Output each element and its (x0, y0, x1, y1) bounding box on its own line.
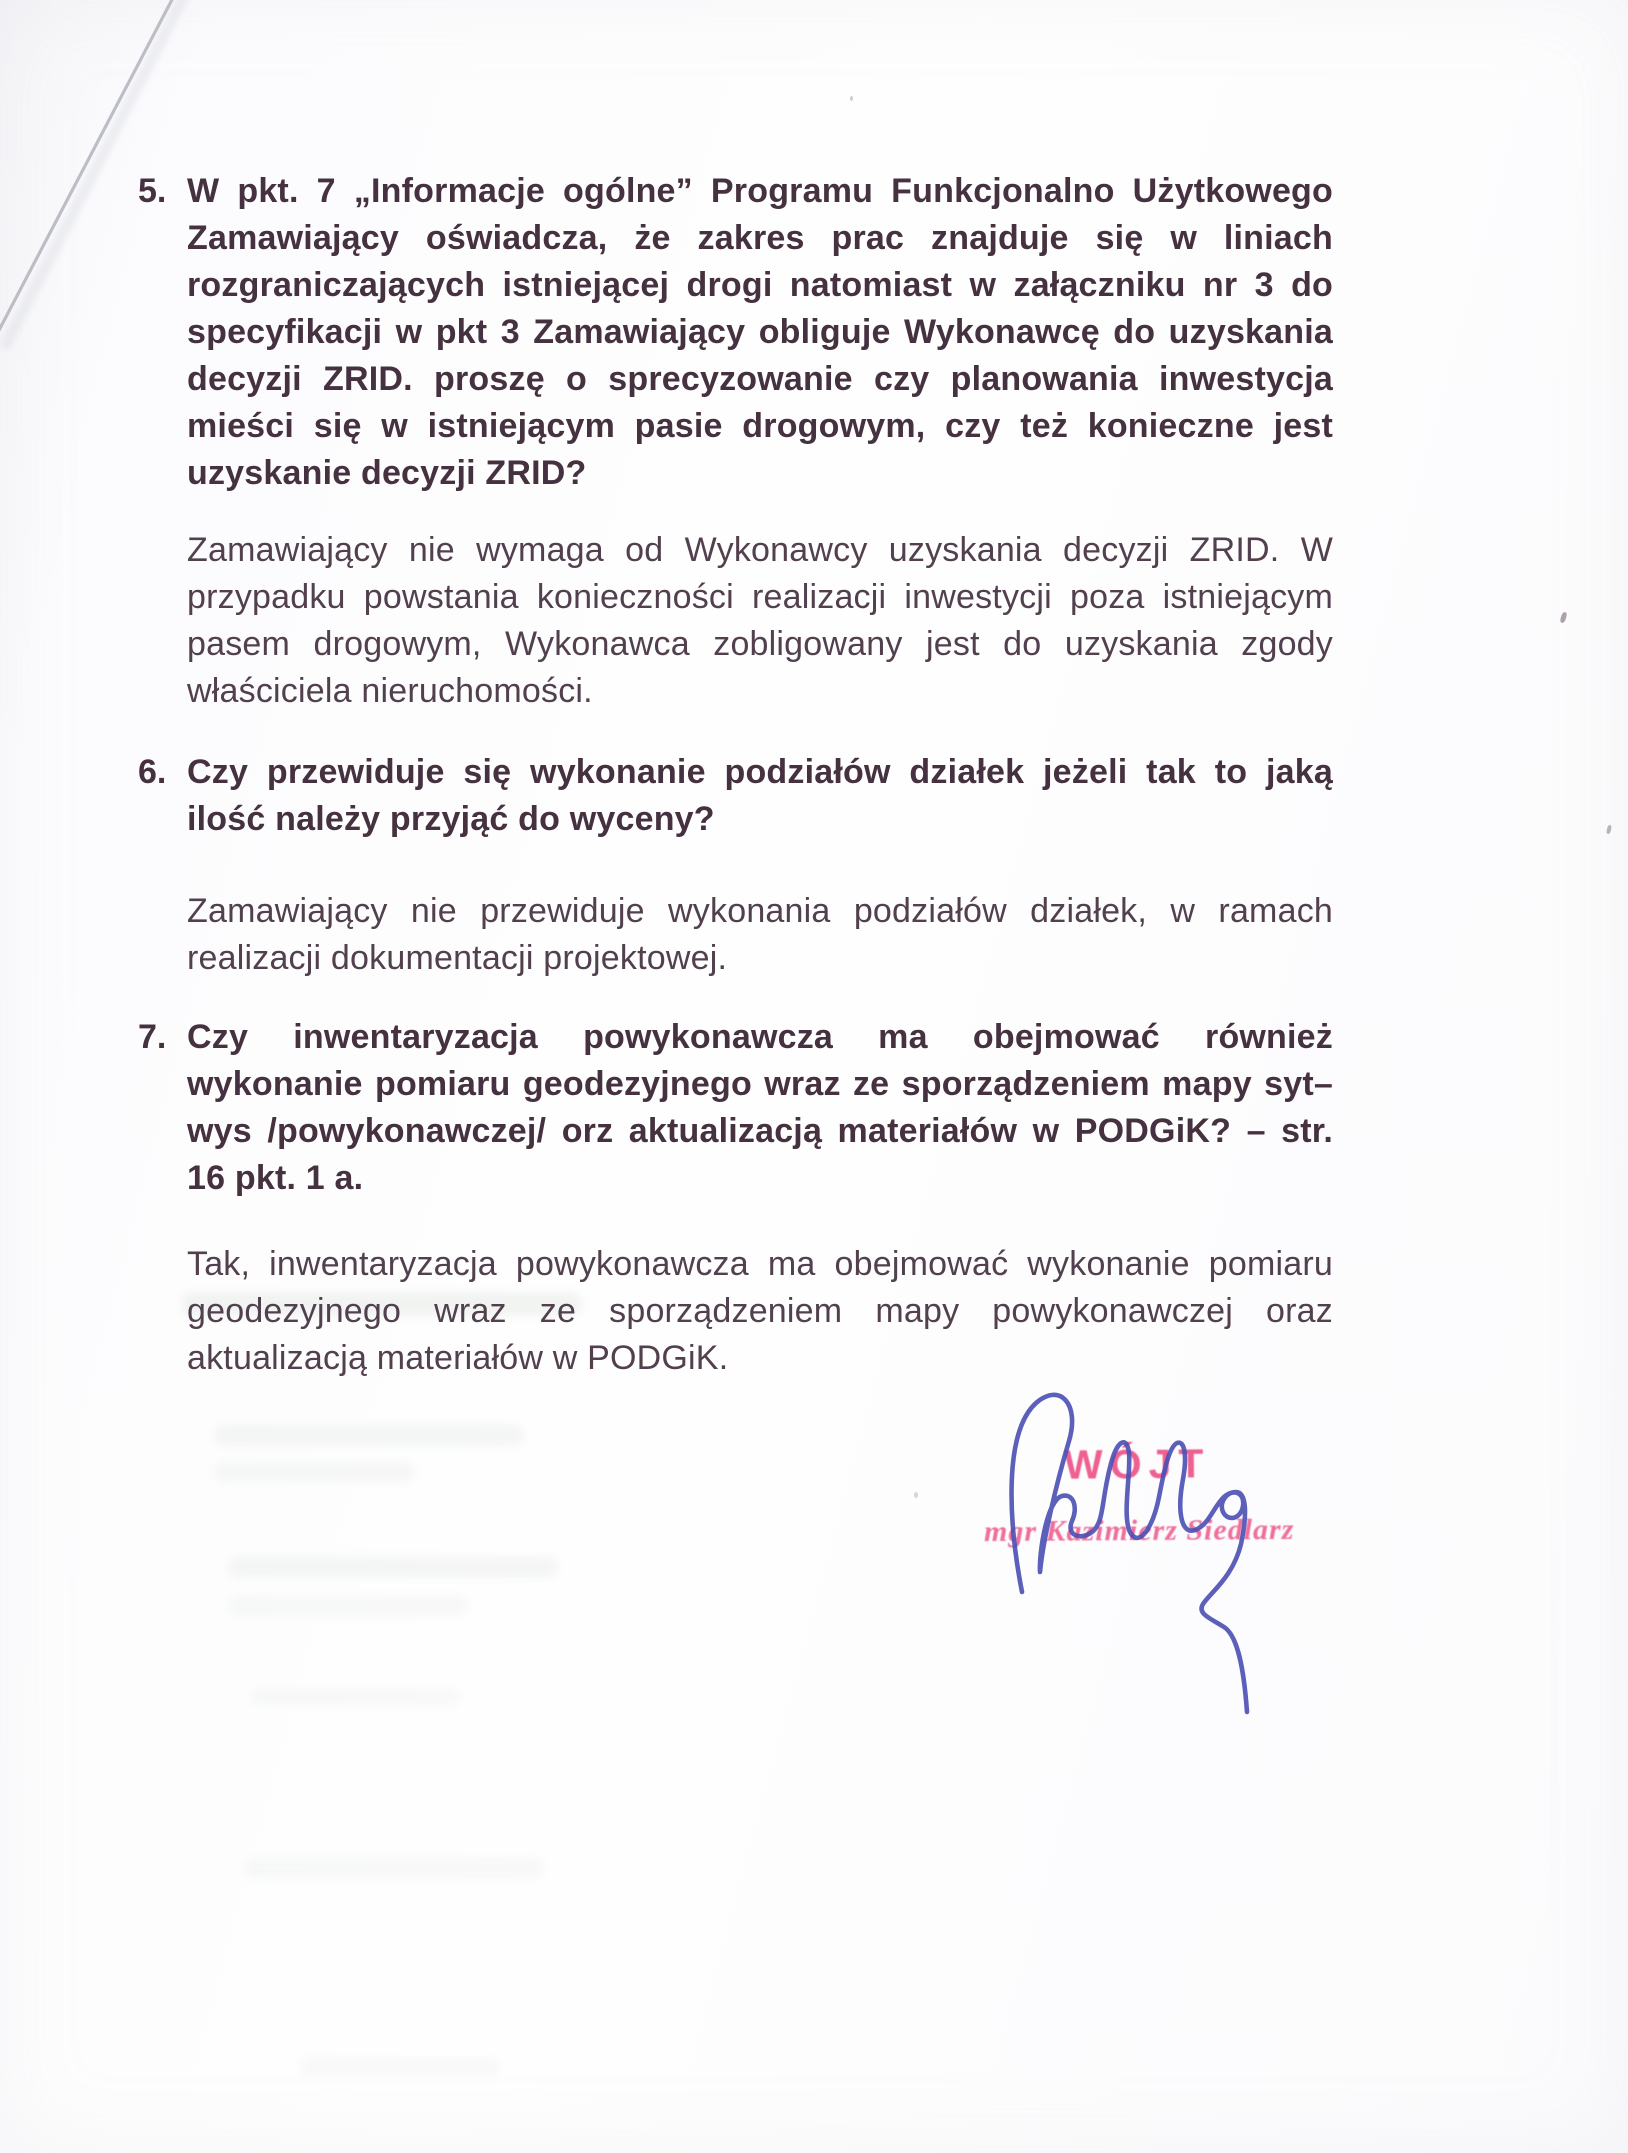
qa-item (138, 749, 1333, 982)
question-text: Czy inwentaryzacja powykonawcza ma obejmować również wykonanie pomiaru geodezyjnego wraz ze sporządzeniem mapy syt–wys /powykonawczej/ orz aktualizacją materiałów w PODGiK? – str. 16 pkt. 1 a. (187, 1018, 1333, 1197)
question-text: Czy przewiduje się wykonanie podziałów działek jeżeli tak to jaką ilość należy przyjąć do wyceny? (187, 753, 1333, 838)
item-number: 7. (138, 1018, 167, 1056)
bleedthrough-mark (244, 1858, 544, 1878)
item-number: 6. (138, 753, 167, 791)
qa-item (138, 168, 1333, 715)
scan-speck (850, 96, 853, 101)
scan-speck (1606, 825, 1612, 835)
bleedthrough-mark (214, 1462, 414, 1482)
stamp-name: mgr Kazimierz Siedlarz (983, 1512, 1295, 1549)
bleedthrough-mark (214, 1424, 524, 1446)
scan-speck (1559, 611, 1567, 623)
bleedthrough-mark (228, 1556, 558, 1578)
scan-speck (914, 1492, 918, 1498)
qa-list (138, 168, 1333, 1382)
answer-text: Zamawiający nie wymaga od Wykonawcy uzyskania decyzji ZRID. W przypadku powstania konieczności realizacji inwestycji poza istniejącym pasem drogowym, Wykonawca zobligowany jest do uzyskania zgody właściciela nieruchomości. (187, 531, 1333, 710)
bleedthrough-mark (250, 1688, 460, 1706)
item-number: 5. (138, 172, 167, 210)
bleedthrough-mark (228, 1596, 468, 1616)
bleedthrough-mark (300, 2058, 500, 2076)
qa-item (138, 1014, 1333, 1382)
answer-text: Zamawiający nie przewiduje wykonania podziałów działek, w ramach realizacji dokumentacji projektowej. (187, 892, 1333, 977)
answer-text: Tak, inwentaryzacja powykonawcza ma obejmować wykonanie pomiaru geodezyjnego wraz ze sporządzeniem mapy powykonawczej oraz aktualizacją materiałów w PODGiK. (187, 1245, 1333, 1377)
question-text: W pkt. 7 „Informacje ogólne” Programu Funkcjonalno Użytkowego Zamawiający oświadcza, że zakres prac znajduje się w liniach rozgraniczających istniejącej drogi natomiast w załączniku nr 3 do specyfikacji w pkt 3 Zamawiający obliguje Wykonawcę do uzyskania decyzji ZRID. proszę o sprecyzowanie czy planowania inwestycja mieści się w istniejącym pasie drogowym, czy też konieczne jest uzyskanie decyzji ZRID? (187, 172, 1333, 492)
stamp-title: WÓJT (1063, 1440, 1211, 1488)
